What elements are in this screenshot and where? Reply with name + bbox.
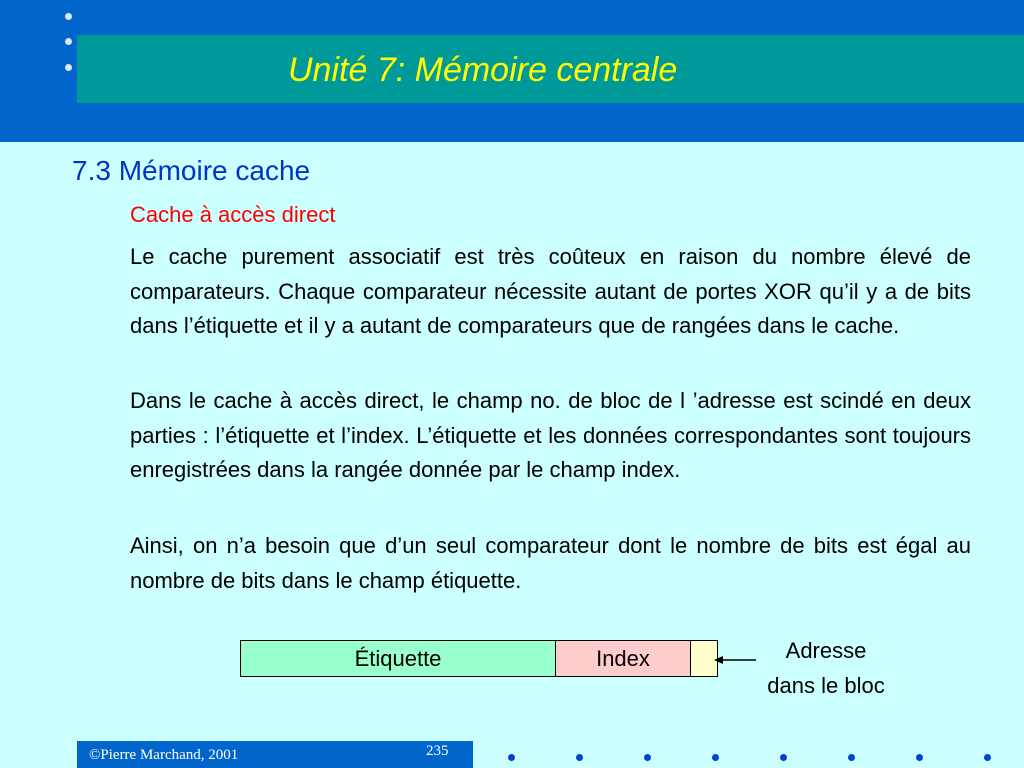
- paragraph: Le cache purement associatif est très coûteux en raison du nombre élevé de comparateurs. Chaque comparateur nécessite autant de portes XOR qu’il y a de bits dans l’étiquette et il y a autant de comparateurs que de rangées dans le cache.: [130, 244, 971, 338]
- copyright: ©Pierre Marchand, 2001: [89, 747, 239, 763]
- header-dot: [65, 38, 72, 45]
- address-diagram: [240, 640, 718, 677]
- tag-field: Étiquette: [241, 641, 556, 676]
- header-dot: [65, 64, 72, 71]
- title-box: [77, 35, 1024, 103]
- footer-band: [77, 741, 473, 768]
- paragraph: Ainsi, on n’a besoin que d’un seul comparateur dont le nombre de bits est égal au nombre de bits dans le champ étiquette.: [130, 533, 971, 593]
- offset-label-line2: dans le bloc: [767, 673, 885, 698]
- footer-dot: [780, 754, 787, 761]
- footer-dot: [848, 754, 855, 761]
- header-dot: [65, 13, 72, 20]
- section-subtitle: Cache à accès direct: [130, 202, 336, 227]
- offset-label-line1: Adresse: [785, 638, 867, 663]
- paragraph: Dans le cache à accès direct, le champ no. de bloc de l ’adresse est scindé en deux parties : l’étiquette et l’index. L’étiquette et les données correspondantes sont toujours enregistrées dans la rangée donnée par le champ index.: [130, 388, 971, 482]
- footer-dot: [644, 754, 651, 761]
- footer-dot: [916, 754, 923, 761]
- index-field: Index: [556, 641, 691, 676]
- offset-label: [746, 633, 906, 703]
- footer-dot: [508, 754, 515, 761]
- section-title: 7.3 Mémoire cache: [72, 155, 311, 186]
- slide-title: Unité 7: Mémoire centrale: [288, 51, 678, 89]
- footer-dot: [984, 754, 991, 761]
- footer-dot: [576, 754, 583, 761]
- page-number: 235: [426, 743, 449, 759]
- footer-dot: [712, 754, 719, 761]
